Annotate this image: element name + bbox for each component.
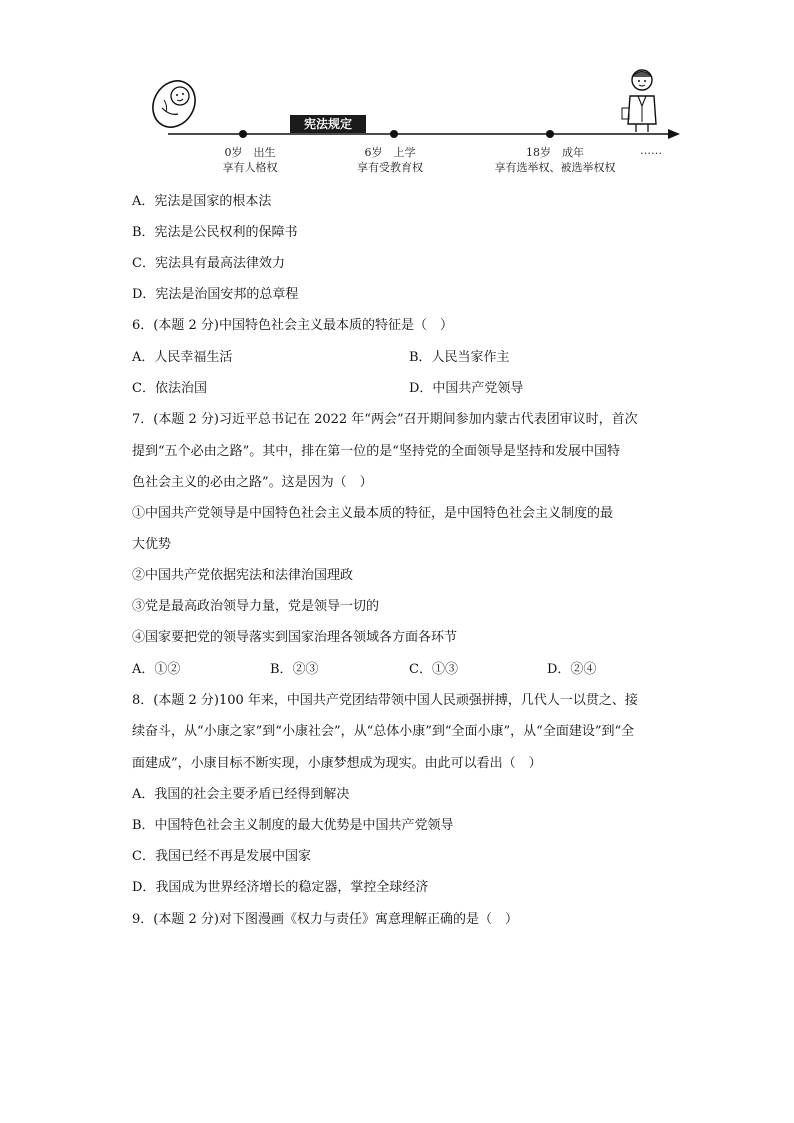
constitution-timeline-figure	[140, 60, 700, 190]
timeline-point-school	[390, 130, 398, 138]
q5-option-a: A．宪法是国家的根本法	[132, 194, 272, 209]
timeline-age-adult: 18岁 成年	[526, 146, 584, 159]
timeline-right-birth: 享有人格权	[222, 161, 278, 174]
q9-stem: 9．(本题 2 分)对下图漫画《权力与责任》寓意理解正确的是（ ）	[132, 912, 518, 927]
timeline-point-adult	[546, 130, 554, 138]
timeline-arrow-icon	[668, 129, 680, 139]
q5-option-b: B．宪法是公民权利的保障书	[132, 225, 298, 240]
timeline-right-school: 享有受教育权	[357, 161, 423, 174]
q6-option-b: B．人民当家作主	[409, 350, 510, 365]
q7-stem-line-2: 提到“五个必由之路”。其中，排在第一位的是“坚持党的全面领导是坚持和发展中国特	[132, 444, 620, 459]
q5-option-c: C．宪法具有最高法律效力	[132, 256, 285, 271]
q7-option-c: C．①③	[409, 662, 458, 677]
timeline-label-adult	[485, 145, 625, 175]
q8-stem-line-1: 8．(本题 2 分)100 年来，中国共产党团结带领中国人民顽强拼搏，几代人一以贯之、接	[132, 693, 638, 708]
q6-option-d: D．中国共产党领导	[409, 381, 524, 396]
timeline-age-school: 6岁 上学	[364, 146, 416, 159]
q7-option-b: B．②③	[270, 662, 319, 677]
adult-man-icon	[622, 70, 656, 132]
q8-option-b: B．中国特色社会主义制度的最大优势是中国共产党领导	[132, 818, 454, 833]
q7-statement-4: ④国家要把党的领导落实到国家治理各领域各方面各环节	[132, 630, 458, 645]
q8-option-d: D．我国成为世界经济增长的稳定器，掌控全球经济	[132, 880, 429, 895]
timeline-right-adult: 享有选举权、被选举权权	[494, 161, 616, 174]
q8-stem-line-3: 面建成”，小康目标不断实现，小康梦想成为现实。由此可以看出（ ）	[132, 756, 542, 771]
timeline-label-school	[345, 145, 435, 175]
q8-option-a: A．我国的社会主要矛盾已经得到解决	[132, 787, 350, 802]
q6-option-a: A．人民幸福生活	[132, 350, 233, 365]
timeline-age-birth: 0岁 出生	[224, 146, 276, 159]
q7-statement-1: ①中国共产党领导是中国特色社会主义最本质的特征，是中国特色社会主义制度的最	[132, 506, 614, 521]
q7-stem-line-3: 色社会主义的必由之路”。这是因为（ ）	[132, 475, 373, 490]
q7-option-d: D．②④	[547, 662, 597, 677]
q7-stem-line-1: 7．(本题 2 分)习近平总书记在 2022 年“两会”召开期间参加内蒙古代表团审议时，首次	[132, 412, 638, 427]
q7-option-a: A．①②	[132, 662, 181, 677]
q6-option-c: C．依法治国	[132, 381, 207, 396]
timeline-point-birth	[239, 130, 247, 138]
q8-option-c: C．我国已经不再是发展中国家	[132, 849, 311, 864]
timeline-ellipsis: ……	[640, 144, 662, 157]
baby-icon	[145, 73, 204, 135]
q7-statement-3: ③党是最高政治领导力量，党是领导一切的	[132, 599, 380, 614]
q6-stem: 6．(本题 2 分)中国特色社会主义最本质的特征是（ ）	[132, 318, 453, 333]
q7-statement-2: ②中国共产党依据宪法和法律治国理政	[132, 568, 354, 583]
timeline-label-birth	[210, 145, 290, 175]
q8-stem-line-2: 续奋斗，从“小康之家”到“小康社会”，从“总体小康”到“全面小康”，从“全面建设”到“全	[132, 724, 635, 739]
q5-option-d: D．宪法是治国安邦的总章程	[132, 287, 299, 302]
q7-statement-1-cont: 大优势	[132, 537, 172, 552]
constitution-banner: 宪法规定	[290, 115, 366, 133]
